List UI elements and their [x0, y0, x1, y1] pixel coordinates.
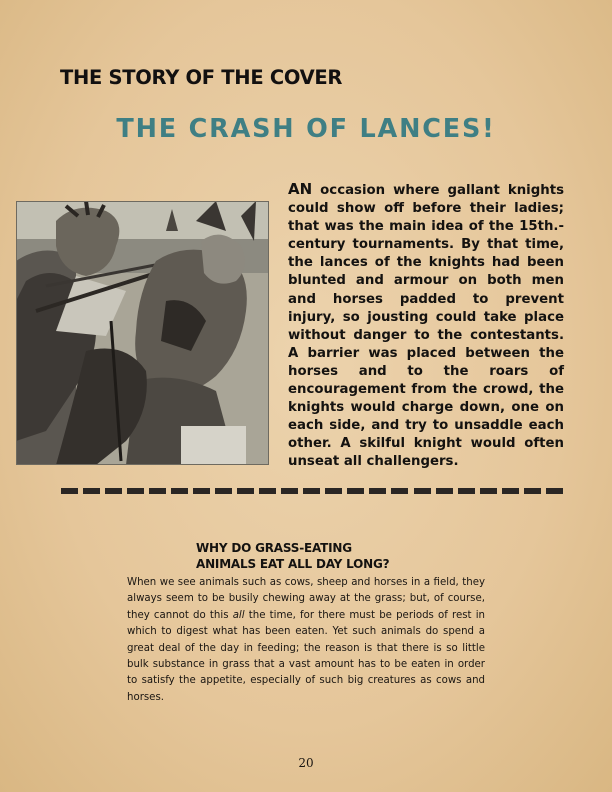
question-heading-line-2: ANIMALS EAT ALL DAY LONG? — [196, 557, 390, 571]
page-number: 20 — [298, 756, 314, 770]
question-heading — [196, 540, 456, 572]
answer-emphasis: all — [232, 609, 245, 621]
jousting-illustration — [16, 201, 269, 465]
story-body — [288, 180, 564, 472]
section-heading: THE STORY OF THE COVER — [60, 66, 343, 89]
answer-body — [127, 575, 485, 706]
story-lead-word: AN — [288, 180, 313, 198]
story-text: occasion where gallant knights could show off before their ladies; that was the main idea of the 15th.-century tournaments. By that time, the lances of the knights had been blunted and armour on both men and horses padded to prevent injury, so jousting could take place without danger to the contestants. A barrier was placed between the horses and to the roars of encouragement from the crowd, the knights would charge down, one on each side, and try to unsaddle each other. A skilful knight would often unseat all challengers. — [288, 183, 564, 470]
answer-text-after: the time, for there must be periods of rest in which to digest what has been eaten. Yet such animals do spend a great deal of the day in feeding; the reason is that there is so little bulk substance in grass that a vast amount has to be eaten in order to satisfy the appetite, especially of such big creatures as cows and horses. — [127, 609, 485, 703]
answer-text-before: When we see animals such as cows, sheep and horses in a field, they always seem to be busily chewing away at the grass; but, of course, they cannot do this — [127, 577, 485, 621]
story-title: THE CRASH OF LANCES! — [116, 114, 496, 144]
question-heading-line-1: WHY DO GRASS-EATING — [196, 541, 352, 555]
dashed-divider — [61, 488, 563, 494]
